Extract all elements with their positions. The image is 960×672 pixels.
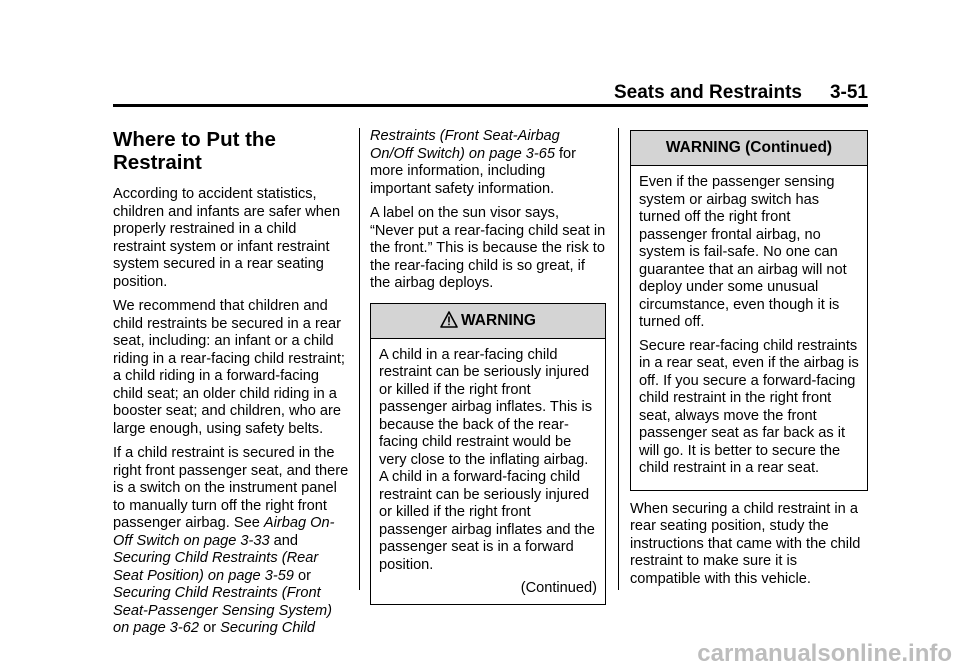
text: or xyxy=(199,620,221,636)
warning-box xyxy=(370,303,606,605)
warning-body xyxy=(631,166,867,490)
cross-reference-link[interactable]: Airbag On-Off Switch on page 3-33 xyxy=(113,515,335,549)
column-divider xyxy=(618,128,619,590)
text: and xyxy=(269,532,298,549)
paragraph: We recommend that children and child restraints be secured in a rear seat, including: an infant or a child riding in a rear-facing child restraint; a child riding in a forward-facing child seat; an older child riding in a booster seat; and children, who are large enough, using safety belts. xyxy=(113,298,345,437)
warning-body xyxy=(371,339,605,604)
continued-label: (Continued) xyxy=(520,580,597,596)
cross-reference-link[interactable]: Securing Child xyxy=(220,620,316,636)
text: If a child restraint is secured in the right front passenger seat, and there is a switch on the instrument panel to manually turn off the right front passenger airbag. See xyxy=(113,445,349,531)
page-header xyxy=(614,82,868,104)
warning-text: A child in a rear-facing child restraint can be seriously injured or killed if the right front passenger airbag inflates. This is because the back of the rear-facing child restraint would be very close to the inflating airbag. A child in a forward-facing child restraint can be seriously injured or killed if the right front passenger airbag inflates and the passenger seat is in a forward position. xyxy=(379,346,595,573)
warning-box-continued xyxy=(630,130,868,491)
text: for more information, including important safety information. xyxy=(370,145,577,197)
warning-header xyxy=(371,304,605,339)
paragraph xyxy=(113,445,349,638)
column-divider xyxy=(359,128,360,590)
warning-header: WARNING (Continued) xyxy=(631,131,867,166)
warning-title: WARNING xyxy=(461,311,536,329)
column-left xyxy=(113,128,349,645)
cross-reference-link[interactable]: Securing Child Restraints (Rear Seat Position) on page 3-59 xyxy=(113,550,319,584)
watermark: carmanualsonline.info xyxy=(697,640,952,667)
column-right xyxy=(630,128,868,595)
section-heading: Where to Put the Restraint xyxy=(113,128,276,174)
warning-triangle-icon xyxy=(440,307,458,341)
text: or xyxy=(293,567,311,584)
header-rule xyxy=(113,104,868,107)
warning-text: Even if the passenger sensing system or airbag switch has turned off the right front passenger frontal airbag, no system is fail-safe. No one can guarantee that an airbag will not deploy under some unusual circumstance, even though it is turned off. xyxy=(639,174,847,330)
cross-reference-link[interactable]: Restraints (Front Seat-Airbag On/Off Switch) on page 3-65 xyxy=(370,128,560,162)
column-middle xyxy=(370,128,606,605)
paragraph: According to accident statistics, children and infants are safer when properly restrained in a child restraint system or infant restraint system secured in a rear seating position. xyxy=(113,186,341,290)
cross-reference-link[interactable]: Securing Child Restraints (Front Seat-Passenger Sensing System) on page 3-62 xyxy=(113,585,333,636)
paragraph: A label on the sun visor says, “Never put a rear-facing child seat in the front.” This is because the risk to the rear-facing child is so great, if the airbag deploys. xyxy=(370,205,606,291)
section-title: Seats and Restraints xyxy=(614,82,802,103)
paragraph xyxy=(370,128,606,198)
page-number: 3-51 xyxy=(829,82,868,103)
paragraph: When securing a child restraint in a rear seating position, study the instructions that came with the child restraint to make sure it is compatible with this vehicle. xyxy=(630,500,861,587)
warning-text: Secure rear-facing child restraints in a rear seat, even if the airbag is off. If you secure a forward-facing child restraint in the right front seat, always move the front passenger seat as far back as it will go. It is better to secure the child restraint in a rear seat. xyxy=(639,337,859,476)
